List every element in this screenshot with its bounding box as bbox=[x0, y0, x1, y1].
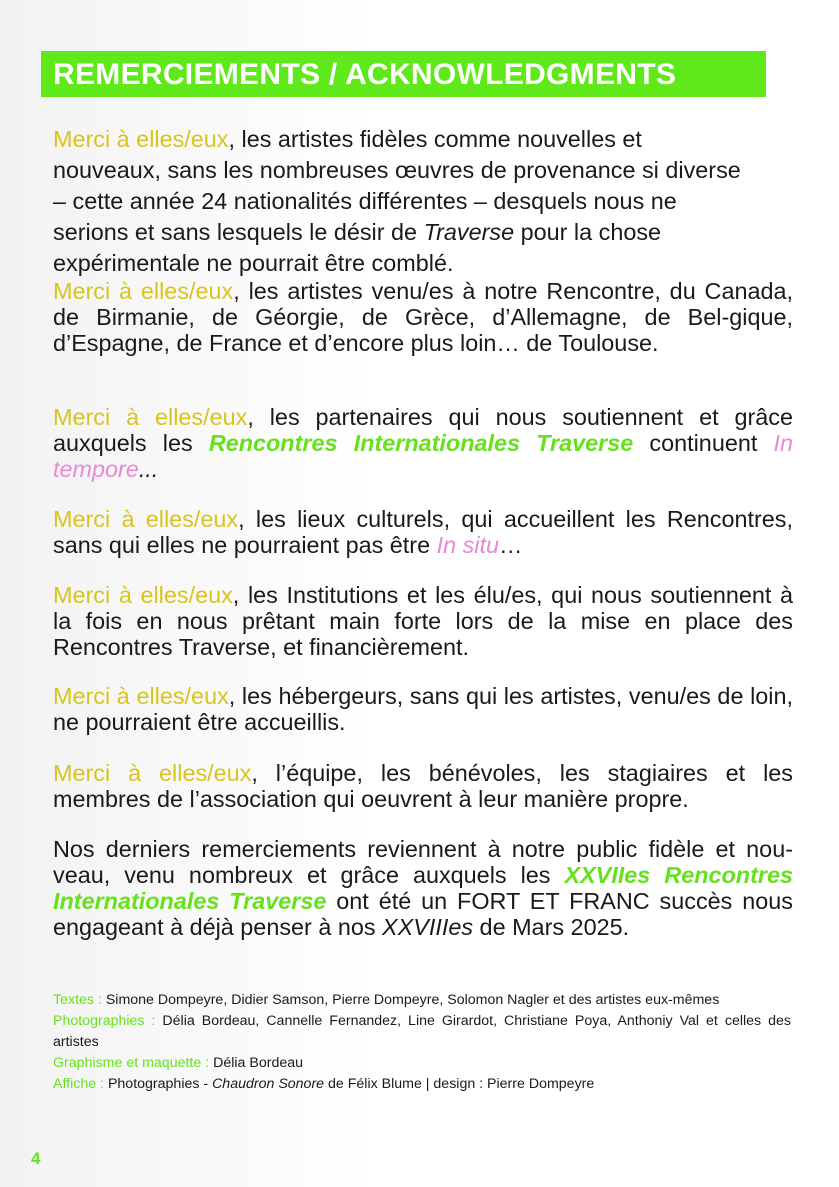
merci-label: Merci à elles/eux bbox=[53, 126, 229, 152]
in-situ-text: In situ bbox=[436, 532, 499, 558]
paragraph-institutions bbox=[53, 582, 793, 660]
credit-label: Graphisme et maquette : bbox=[53, 1055, 214, 1071]
paragraph-artists bbox=[53, 124, 753, 279]
paragraph-text: Nos derniers remerciements reviennent à notre public fidèle et nou-veau, venu nombreux et grâce auxquels les bbox=[53, 836, 793, 888]
credit-textes bbox=[53, 990, 791, 1011]
credit-label: Photographies : bbox=[53, 1013, 163, 1029]
credit-value: Photographies - bbox=[107, 1076, 213, 1092]
credit-value: Simone Dompeyre, Didier Samson, Pierre Dompeyre, Solomon Nagler et des artistes eux-mêmes bbox=[105, 992, 720, 1008]
paragraph-text-mid: continuent bbox=[633, 430, 774, 456]
credit-value-end: de Félix Blume | design : Pierre Dompeyre bbox=[324, 1076, 595, 1092]
merci-label: Merci à elles/eux bbox=[53, 683, 229, 709]
in-tempore-text: In tempore bbox=[53, 430, 793, 482]
credit-photographies bbox=[53, 1011, 791, 1053]
rencontres-highlight: Rencontres Internationales Traverse bbox=[208, 430, 634, 456]
paragraph-text: , l’équipe, les bénévoles, les stagiaires et les membres de l’association qui oeuvrent à leur manière propre. bbox=[53, 760, 794, 812]
paragraph-text: , les hébergeurs, sans qui les artistes, venu/es de loin, ne pourraient être accueillis. bbox=[53, 683, 793, 735]
credits-block bbox=[53, 990, 791, 1095]
paragraph-public bbox=[53, 836, 793, 940]
paragraph-text: , les artistes fidèles comme nouvelles et nouveaux, sans les nombreuses œuvres de provenance si diverse – cette année 24 nationalités différentes – desquels nous ne serions et sans lesquels le désir de bbox=[53, 126, 741, 245]
ellipsis: … bbox=[499, 532, 523, 558]
ellipsis: ... bbox=[138, 456, 159, 482]
paragraph-text: , les Institutions et les élu/es, qui nous soutiennent à la fois en nous prêtant main forte lors de la mise en place des Rencontres Traverse, et financièrement. bbox=[53, 582, 794, 660]
credit-italic-title: Chaudron Sonore bbox=[212, 1076, 325, 1092]
paragraph-text-end: de Mars 2025. bbox=[473, 914, 630, 940]
traverse-italic: Traverse bbox=[423, 219, 515, 245]
paragraph-venues bbox=[53, 506, 793, 558]
merci-label: Merci à elles/eux bbox=[53, 506, 239, 532]
merci-label: Merci à elles/eux bbox=[53, 582, 233, 608]
credit-affiche bbox=[53, 1074, 791, 1095]
merci-label: Merci à elles/eux bbox=[53, 278, 234, 304]
paragraph-hosts bbox=[53, 683, 793, 735]
page-number: 4 bbox=[31, 1149, 41, 1168]
paragraph-text: , les artistes venu/es à notre Rencontre, du Canada, de Birmanie, de Géorgie, de Grèce, d’Allemagne, de Bel-gique, d’Espagne, de France et d’encore plus loin… de Toulouse. bbox=[53, 278, 793, 356]
credit-label: Textes : bbox=[53, 992, 106, 1008]
xxviiies-italic: XXVIIIes bbox=[382, 914, 474, 940]
rencontres-highlight: XXVIIes Rencontres Internationales Traverse bbox=[53, 862, 793, 914]
merci-label: Merci à elles/eux bbox=[53, 404, 248, 430]
paragraph-text: , les partenaires qui nous soutiennent et grâce auxquels les bbox=[53, 404, 794, 456]
credit-label: Affiche : bbox=[53, 1076, 108, 1092]
credit-value: Délia Bordeau, Cannelle Fernandez, Line Girardot, Christiane Poya, Anthoniy Val et celles des artistes bbox=[53, 1013, 791, 1050]
paragraph-team bbox=[53, 760, 793, 812]
credit-graphisme bbox=[53, 1053, 791, 1074]
page-title: REMERCIEMENTS / ACKNOWLEDGMENTS bbox=[53, 58, 677, 91]
paragraph-text: , les lieux culturels, qui accueillent les Rencontres, sans qui elles ne pourraient pas être bbox=[53, 506, 793, 558]
paragraph-partners bbox=[53, 404, 793, 482]
merci-label: Merci à elles/eux bbox=[53, 760, 252, 786]
paragraph-visiting-artists bbox=[53, 278, 793, 356]
paragraph-text-mid: ont été un FORT ET FRANC succès nous engageant à déjà penser à nos bbox=[53, 888, 793, 940]
paragraph-text-end: pour la chose expérimentale ne pourrait être comblé. bbox=[53, 219, 662, 276]
credit-value: Délia Bordeau bbox=[213, 1055, 304, 1071]
